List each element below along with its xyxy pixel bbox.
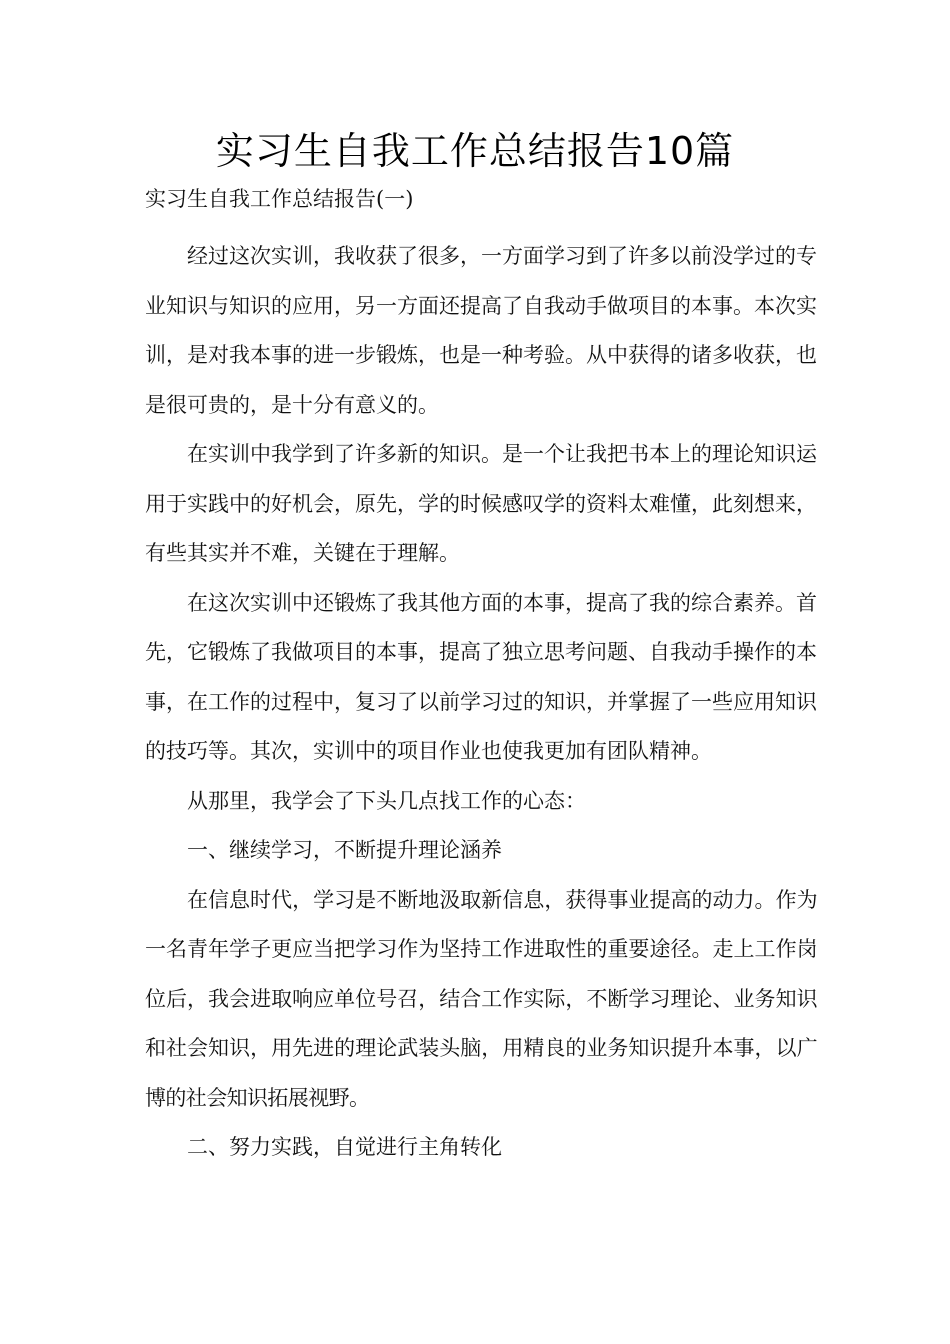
document-title: 实习生自我工作总结报告10篇 <box>215 129 735 173</box>
document-body <box>145 232 817 1173</box>
section-heading: 二、努力实践，自觉进行主角转化 <box>187 1135 502 1159</box>
document-subtitle: 实习生自我工作总结报告(一) <box>145 187 414 211</box>
paragraph: 经过这次实训，我收获了很多，一方面学习到了许多以前没学过的专业知识与知识的应用，另一方面还提高了自我动手做项目的本事。本次实训，是对我本事的进一步锻炼，也是一种考验。从中获得的诸多收获，也是很可贵的，是十分有意义的。 <box>145 244 817 417</box>
paragraph: 在信息时代，学习是不断地汲取新信息，获得事业提高的动力。作为一名青年学子更应当把学习作为坚持工作进取性的重要途径。走上工作岗位后，我会进取响应单位号召，结合工作实际，不断学习理论、业务知识和社会知识，用先进的理论武装头脑，用精良的业务知识提升本事，以广博的社会知识拓展视野。 <box>145 887 817 1110</box>
paragraph: 在这次实训中还锻炼了我其他方面的本事，提高了我的综合素养。首先，它锻炼了我做项目的本事，提高了独立思考问题、自我动手操作的本事，在工作的过程中，复习了以前学习过的知识，并掌握了一些应用知识的技巧等。其次，实训中的项目作业也使我更加有团队精神。 <box>145 590 817 763</box>
paragraph: 从那里，我学会了下头几点找工作的心态： <box>187 788 586 813</box>
paragraph: 在实训中我学到了许多新的知识。是一个让我把书本上的理论知识运用于实践中的好机会，原先，学的时候感叹学的资料太难懂，此刻想来，有些其实并不难，关键在于理解。 <box>145 442 817 565</box>
section-heading: 一、继续学习，不断提升理论涵养 <box>187 838 502 862</box>
